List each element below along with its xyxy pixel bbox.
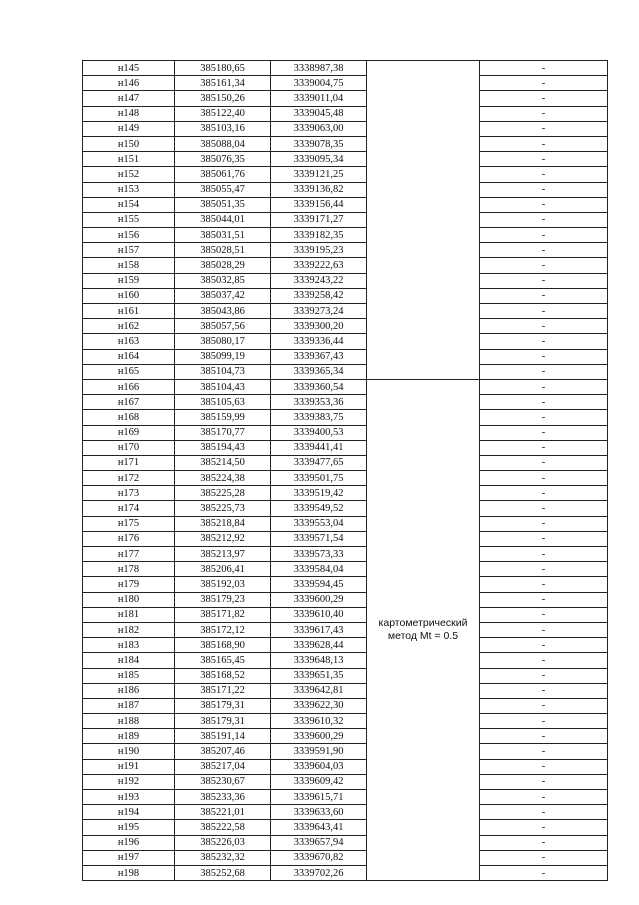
y-coordinate-cell: 3339367,43 (271, 349, 367, 364)
y-coordinate-cell: 3339136,82 (271, 182, 367, 197)
table-row (83, 547, 608, 562)
x-coordinate-cell: 385028,29 (175, 258, 271, 273)
dash-cell: - (480, 273, 608, 288)
table-row (83, 865, 608, 880)
table-row (83, 152, 608, 167)
y-coordinate-cell: 3339702,26 (271, 865, 367, 880)
x-coordinate-cell: 385088,04 (175, 136, 271, 151)
table-row (83, 273, 608, 288)
dash-cell: - (480, 638, 608, 653)
table-row (83, 714, 608, 729)
table-row (83, 759, 608, 774)
dash-cell: - (480, 698, 608, 713)
y-coordinate-cell: 3339171,27 (271, 212, 367, 227)
y-coordinate-cell: 3338987,38 (271, 61, 367, 76)
dash-cell: - (480, 668, 608, 683)
y-coordinate-cell: 3339591,90 (271, 744, 367, 759)
x-coordinate-cell: 385213,97 (175, 547, 271, 562)
y-coordinate-cell: 3339610,32 (271, 714, 367, 729)
x-coordinate-cell: 385080,17 (175, 334, 271, 349)
dash-cell: - (480, 349, 608, 364)
point-number-cell: н196 (83, 835, 175, 850)
point-number-cell: н148 (83, 106, 175, 121)
point-number-cell: н193 (83, 790, 175, 805)
point-number-cell: н174 (83, 501, 175, 516)
x-coordinate-cell: 385044,01 (175, 212, 271, 227)
dash-cell: - (480, 212, 608, 227)
table-row (83, 501, 608, 516)
table-row (83, 622, 608, 637)
x-coordinate-cell: 385105,63 (175, 395, 271, 410)
method-label-line1: картометрический (378, 617, 468, 630)
y-coordinate-cell: 3339182,35 (271, 228, 367, 243)
point-number-cell: н164 (83, 349, 175, 364)
y-coordinate-cell: 3339553,04 (271, 516, 367, 531)
x-coordinate-cell: 385104,73 (175, 364, 271, 379)
point-number-cell: н178 (83, 562, 175, 577)
x-coordinate-cell: 385122,40 (175, 106, 271, 121)
point-number-cell: н189 (83, 729, 175, 744)
dash-cell: - (480, 865, 608, 880)
x-coordinate-cell: 385161,34 (175, 76, 271, 91)
point-number-cell: н176 (83, 531, 175, 546)
y-coordinate-cell: 3339617,43 (271, 622, 367, 637)
dash-cell: - (480, 106, 608, 121)
y-coordinate-cell: 3339642,81 (271, 683, 367, 698)
table-row (83, 850, 608, 865)
dash-cell: - (480, 471, 608, 486)
y-coordinate-cell: 3339571,54 (271, 531, 367, 546)
x-coordinate-cell: 385180,65 (175, 61, 271, 76)
dash-cell: - (480, 486, 608, 501)
x-coordinate-cell: 385031,51 (175, 228, 271, 243)
y-coordinate-cell: 3339365,34 (271, 364, 367, 379)
x-coordinate-cell: 385232,32 (175, 850, 271, 865)
point-number-cell: н185 (83, 668, 175, 683)
x-coordinate-cell: 385191,14 (175, 729, 271, 744)
x-coordinate-cell: 385221,01 (175, 805, 271, 820)
y-coordinate-cell: 3339584,04 (271, 562, 367, 577)
dash-cell: - (480, 152, 608, 167)
point-number-cell: н177 (83, 547, 175, 562)
y-coordinate-cell: 3339651,35 (271, 668, 367, 683)
point-number-cell: н183 (83, 638, 175, 653)
dash-cell: - (480, 547, 608, 562)
dash-cell: - (480, 835, 608, 850)
table-row (83, 258, 608, 273)
y-coordinate-cell: 3339300,20 (271, 319, 367, 334)
dash-cell: - (480, 622, 608, 637)
y-coordinate-cell: 3339400,53 (271, 425, 367, 440)
point-number-cell: н169 (83, 425, 175, 440)
point-number-cell: н160 (83, 288, 175, 303)
dash-cell: - (480, 516, 608, 531)
point-number-cell: н158 (83, 258, 175, 273)
method-cell (367, 379, 480, 880)
point-number-cell: н162 (83, 319, 175, 334)
dash-cell: - (480, 379, 608, 394)
point-number-cell: н146 (83, 76, 175, 91)
dash-cell: - (480, 334, 608, 349)
table-row (83, 319, 608, 334)
point-number-cell: н156 (83, 228, 175, 243)
y-coordinate-cell: 3339156,44 (271, 197, 367, 212)
x-coordinate-cell: 385207,46 (175, 744, 271, 759)
dash-cell: - (480, 759, 608, 774)
dash-cell: - (480, 790, 608, 805)
x-coordinate-cell: 385192,03 (175, 577, 271, 592)
table-row (83, 577, 608, 592)
dash-cell: - (480, 562, 608, 577)
table-row (83, 76, 608, 91)
point-number-cell: н172 (83, 471, 175, 486)
y-coordinate-cell: 3339549,52 (271, 501, 367, 516)
point-number-cell: н150 (83, 136, 175, 151)
y-coordinate-cell: 3339633,60 (271, 805, 367, 820)
table-row (83, 698, 608, 713)
method-label-line2: метод Mt = 0.5 (387, 630, 459, 643)
table-row (83, 607, 608, 622)
table-row (83, 668, 608, 683)
point-number-cell: н171 (83, 455, 175, 470)
table-row (83, 304, 608, 319)
x-coordinate-cell: 385104,43 (175, 379, 271, 394)
dash-cell: - (480, 197, 608, 212)
x-coordinate-cell: 385159,99 (175, 410, 271, 425)
y-coordinate-cell: 3339610,40 (271, 607, 367, 622)
point-number-cell: н173 (83, 486, 175, 501)
x-coordinate-cell: 385032,85 (175, 273, 271, 288)
dash-cell: - (480, 243, 608, 258)
y-coordinate-cell: 3339573,33 (271, 547, 367, 562)
table-row (83, 106, 608, 121)
y-coordinate-cell: 3339594,45 (271, 577, 367, 592)
table-row (83, 486, 608, 501)
point-number-cell: н180 (83, 592, 175, 607)
x-coordinate-cell: 385179,31 (175, 698, 271, 713)
table-row (83, 820, 608, 835)
x-coordinate-cell: 385206,41 (175, 562, 271, 577)
dash-cell: - (480, 714, 608, 729)
table-row (83, 638, 608, 653)
dash-cell: - (480, 744, 608, 759)
y-coordinate-cell: 3339353,36 (271, 395, 367, 410)
point-number-cell: н155 (83, 212, 175, 227)
table-row (83, 379, 608, 394)
dash-cell: - (480, 440, 608, 455)
table-row (83, 455, 608, 470)
dash-cell: - (480, 774, 608, 789)
dash-cell: - (480, 319, 608, 334)
dash-cell: - (480, 395, 608, 410)
table-row (83, 729, 608, 744)
table-row (83, 243, 608, 258)
point-number-cell: н175 (83, 516, 175, 531)
table-row (83, 349, 608, 364)
x-coordinate-cell: 385170,77 (175, 425, 271, 440)
y-coordinate-cell: 3339383,75 (271, 410, 367, 425)
table-row (83, 471, 608, 486)
table-row (83, 653, 608, 668)
point-number-cell: н198 (83, 865, 175, 880)
dash-cell: - (480, 288, 608, 303)
dash-cell: - (480, 258, 608, 273)
table-row (83, 516, 608, 531)
point-number-cell: н197 (83, 850, 175, 865)
dash-cell: - (480, 121, 608, 136)
point-number-cell: н145 (83, 61, 175, 76)
dash-cell: - (480, 76, 608, 91)
point-number-cell: н179 (83, 577, 175, 592)
table-row (83, 334, 608, 349)
table-row (83, 790, 608, 805)
point-number-cell: н151 (83, 152, 175, 167)
y-coordinate-cell: 3339360,54 (271, 379, 367, 394)
dash-cell: - (480, 364, 608, 379)
x-coordinate-cell: 385043,86 (175, 304, 271, 319)
table-row (83, 805, 608, 820)
y-coordinate-cell: 3339643,41 (271, 820, 367, 835)
dash-cell: - (480, 501, 608, 516)
x-coordinate-cell: 385076,35 (175, 152, 271, 167)
y-coordinate-cell: 3339600,29 (271, 729, 367, 744)
y-coordinate-cell: 3339004,75 (271, 76, 367, 91)
dash-cell: - (480, 61, 608, 76)
coordinates-table (82, 60, 608, 881)
x-coordinate-cell: 385194,43 (175, 440, 271, 455)
point-number-cell: н168 (83, 410, 175, 425)
x-coordinate-cell: 385150,26 (175, 91, 271, 106)
x-coordinate-cell: 385051,35 (175, 197, 271, 212)
y-coordinate-cell: 3339336,44 (271, 334, 367, 349)
x-coordinate-cell: 385168,90 (175, 638, 271, 653)
y-coordinate-cell: 3339095,34 (271, 152, 367, 167)
point-number-cell: н194 (83, 805, 175, 820)
table-row (83, 592, 608, 607)
y-coordinate-cell: 3339600,29 (271, 592, 367, 607)
y-coordinate-cell: 3339622,30 (271, 698, 367, 713)
point-number-cell: н184 (83, 653, 175, 668)
y-coordinate-cell: 3339222,63 (271, 258, 367, 273)
table-row (83, 410, 608, 425)
table-row (83, 228, 608, 243)
y-coordinate-cell: 3339045,48 (271, 106, 367, 121)
dash-cell: - (480, 304, 608, 319)
table-row (83, 835, 608, 850)
point-number-cell: н181 (83, 607, 175, 622)
y-coordinate-cell: 3339615,71 (271, 790, 367, 805)
dash-cell: - (480, 167, 608, 182)
y-coordinate-cell: 3339243,22 (271, 273, 367, 288)
dash-cell: - (480, 653, 608, 668)
point-number-cell: н167 (83, 395, 175, 410)
x-coordinate-cell: 385230,67 (175, 774, 271, 789)
point-number-cell: н157 (83, 243, 175, 258)
y-coordinate-cell: 3339501,75 (271, 471, 367, 486)
x-coordinate-cell: 385218,84 (175, 516, 271, 531)
x-coordinate-cell: 385057,56 (175, 319, 271, 334)
table-row (83, 774, 608, 789)
y-coordinate-cell: 3339604,03 (271, 759, 367, 774)
point-number-cell: н163 (83, 334, 175, 349)
y-coordinate-cell: 3339258,42 (271, 288, 367, 303)
y-coordinate-cell: 3339670,82 (271, 850, 367, 865)
x-coordinate-cell: 385225,28 (175, 486, 271, 501)
point-number-cell: н192 (83, 774, 175, 789)
x-coordinate-cell: 385217,04 (175, 759, 271, 774)
point-number-cell: н195 (83, 820, 175, 835)
x-coordinate-cell: 385225,73 (175, 501, 271, 516)
point-number-cell: н190 (83, 744, 175, 759)
dash-cell: - (480, 136, 608, 151)
dash-cell: - (480, 577, 608, 592)
x-coordinate-cell: 385233,36 (175, 790, 271, 805)
dash-cell: - (480, 729, 608, 744)
point-number-cell: н149 (83, 121, 175, 136)
table-row (83, 182, 608, 197)
x-coordinate-cell: 385037,42 (175, 288, 271, 303)
x-coordinate-cell: 385179,23 (175, 592, 271, 607)
point-number-cell: н166 (83, 379, 175, 394)
dash-cell: - (480, 425, 608, 440)
table-row (83, 167, 608, 182)
y-coordinate-cell: 3339609,42 (271, 774, 367, 789)
point-number-cell: н188 (83, 714, 175, 729)
point-number-cell: н159 (83, 273, 175, 288)
dash-cell: - (480, 820, 608, 835)
dash-cell: - (480, 607, 608, 622)
table-row (83, 288, 608, 303)
x-coordinate-cell: 385165,45 (175, 653, 271, 668)
dash-cell: - (480, 228, 608, 243)
y-coordinate-cell: 3339273,24 (271, 304, 367, 319)
dash-cell: - (480, 850, 608, 865)
point-number-cell: н165 (83, 364, 175, 379)
point-number-cell: н154 (83, 197, 175, 212)
table-row (83, 364, 608, 379)
x-coordinate-cell: 385171,22 (175, 683, 271, 698)
table-row (83, 121, 608, 136)
x-coordinate-cell: 385171,82 (175, 607, 271, 622)
dash-cell: - (480, 592, 608, 607)
x-coordinate-cell: 385252,68 (175, 865, 271, 880)
point-number-cell: н186 (83, 683, 175, 698)
dash-cell: - (480, 410, 608, 425)
x-coordinate-cell: 385224,38 (175, 471, 271, 486)
dash-cell: - (480, 455, 608, 470)
point-number-cell: н170 (83, 440, 175, 455)
x-coordinate-cell: 385061,76 (175, 167, 271, 182)
table-row (83, 61, 608, 76)
y-coordinate-cell: 3339078,35 (271, 136, 367, 151)
table-row (83, 531, 608, 546)
x-coordinate-cell: 385103,16 (175, 121, 271, 136)
x-coordinate-cell: 385214,50 (175, 455, 271, 470)
x-coordinate-cell: 385226,03 (175, 835, 271, 850)
table-row (83, 91, 608, 106)
x-coordinate-cell: 385055,47 (175, 182, 271, 197)
point-number-cell: н152 (83, 167, 175, 182)
y-coordinate-cell: 3339657,94 (271, 835, 367, 850)
dash-cell: - (480, 91, 608, 106)
x-coordinate-cell: 385028,51 (175, 243, 271, 258)
y-coordinate-cell: 3339063,00 (271, 121, 367, 136)
table-row (83, 744, 608, 759)
coordinates-table-body (83, 61, 608, 881)
y-coordinate-cell: 3339195,23 (271, 243, 367, 258)
y-coordinate-cell: 3339628,44 (271, 638, 367, 653)
table-row (83, 212, 608, 227)
x-coordinate-cell: 385099,19 (175, 349, 271, 364)
dash-cell: - (480, 531, 608, 546)
x-coordinate-cell: 385179,31 (175, 714, 271, 729)
point-number-cell: н153 (83, 182, 175, 197)
table-row (83, 395, 608, 410)
table-row (83, 683, 608, 698)
y-coordinate-cell: 3339519,42 (271, 486, 367, 501)
table-row (83, 440, 608, 455)
point-number-cell: н147 (83, 91, 175, 106)
table-row (83, 197, 608, 212)
dash-cell: - (480, 805, 608, 820)
point-number-cell: н187 (83, 698, 175, 713)
y-coordinate-cell: 3339011,04 (271, 91, 367, 106)
table-row (83, 425, 608, 440)
table-row (83, 562, 608, 577)
dash-cell: - (480, 683, 608, 698)
point-number-cell: н191 (83, 759, 175, 774)
point-number-cell: н182 (83, 622, 175, 637)
method-cell-empty (367, 61, 480, 380)
x-coordinate-cell: 385222,58 (175, 820, 271, 835)
y-coordinate-cell: 3339441,41 (271, 440, 367, 455)
dash-cell: - (480, 182, 608, 197)
x-coordinate-cell: 385172,12 (175, 622, 271, 637)
y-coordinate-cell: 3339477,65 (271, 455, 367, 470)
table-row (83, 136, 608, 151)
y-coordinate-cell: 3339121,25 (271, 167, 367, 182)
x-coordinate-cell: 385212,92 (175, 531, 271, 546)
x-coordinate-cell: 385168,52 (175, 668, 271, 683)
point-number-cell: н161 (83, 304, 175, 319)
y-coordinate-cell: 3339648,13 (271, 653, 367, 668)
